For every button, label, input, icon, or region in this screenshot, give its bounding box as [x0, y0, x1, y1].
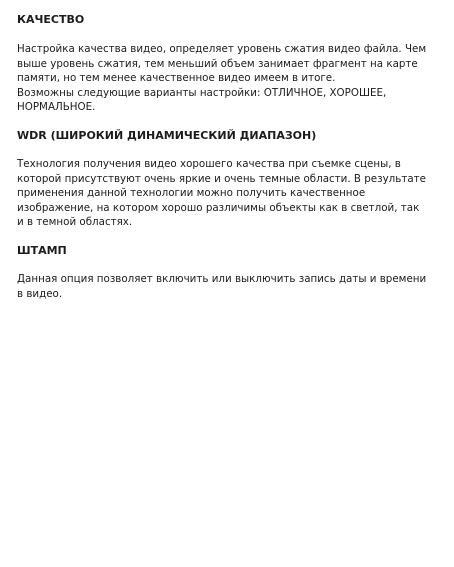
- section-text-quality: [17, 42, 426, 115]
- text-line: Возможны следующие варианты настройки: ОТЛИЧНОЕ, ХОРОШЕЕ,: [17, 86, 387, 99]
- text-line: которой присутствуют очень яркие и очень темные области. В результате: [17, 172, 426, 185]
- text-line: Технология получения видео хорошего качества при съемке сцены, в: [17, 158, 401, 170]
- text-line: и в темной областях.: [17, 216, 133, 229]
- section-heading-quality: КАЧЕСТВО: [17, 13, 85, 26]
- section-text-wdr: [17, 157, 426, 230]
- text-line: Настройка качества видео, определяет уровень сжатия видео файла. Чем: [17, 43, 427, 55]
- text-line: памяти, но тем менее качественное видео имеем в итоге.: [17, 72, 336, 85]
- text-line: НОРМАЛЬНОЕ.: [17, 101, 96, 114]
- text-line: Данная опция позволяет включить или выключить запись даты и времени: [17, 273, 427, 285]
- text-line: выше уровень сжатия, тем меньший объем занимает фрагмент на карте: [17, 57, 418, 70]
- section-heading-stamp: ШТАМП: [17, 244, 67, 257]
- text-line: в видео.: [17, 287, 63, 300]
- text-line: применения данной технологии можно получить качественное: [17, 187, 366, 200]
- section-text-stamp: [17, 272, 426, 301]
- section-heading-wdr: WDR (ШИРОКИЙ ДИНАМИЧЕСКИЙ ДИАПАЗОН): [17, 129, 317, 142]
- text-line: изображение, на котором хорошо различимы объекты как в светлой, так: [17, 201, 420, 214]
